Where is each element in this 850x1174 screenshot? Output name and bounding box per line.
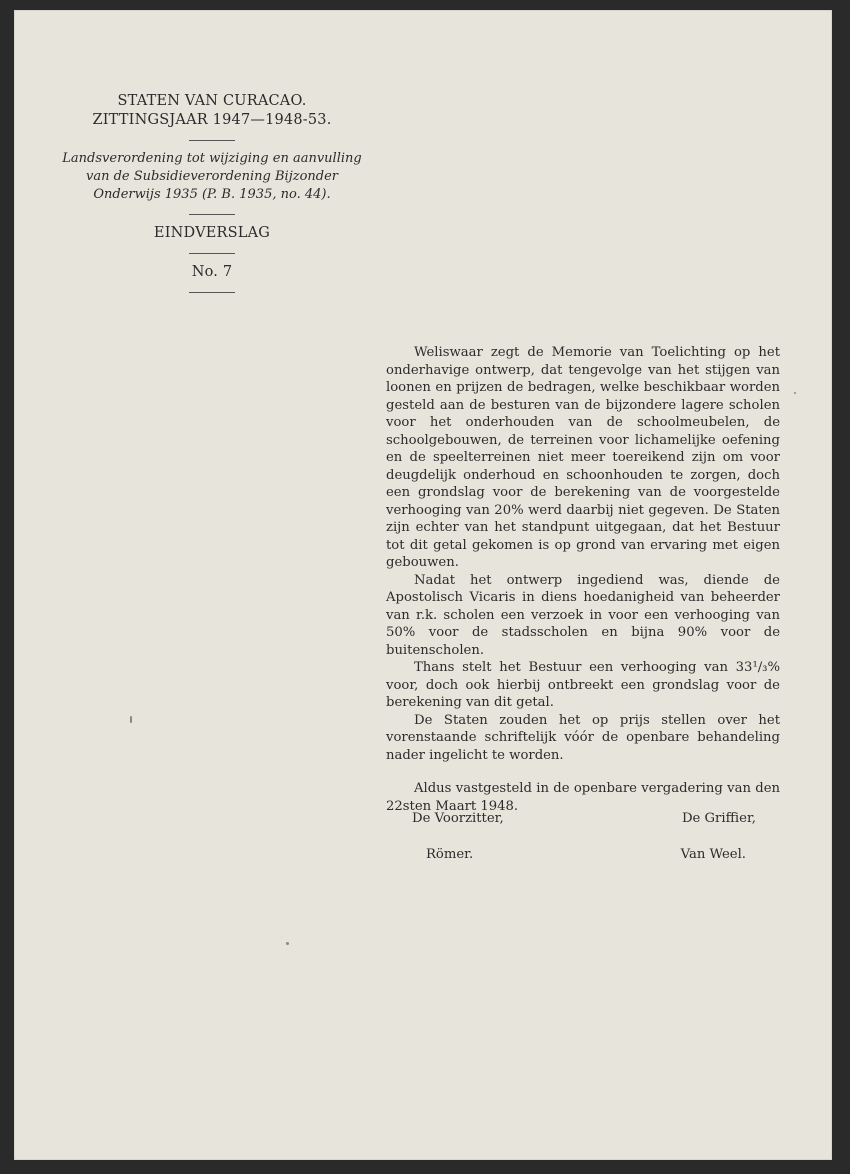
- paragraph: Weliswaar zegt de Memorie van Toelichting op het onderhavige ontwerp, dat tengevolge van het stijgen van loonen en prijzen de bedragen, welke beschikbaar worden gesteld aan de besturen van de bijzondere lagere scholen voor het onderhouden van de schoolmeubelen, de schoolgebouwen, de terreinen voor lichamelijke oefening en de speelterreinen niet meer toereikend zijn om voor deugdelijk onderhoud en schoonhouden te zorgen, doch een grondslag voor de berekening van de voorgestelde verhooging van 20% werd daarbij niet gegeven. De Staten zijn echter van het standpunt uitgegaan, dat het Bestuur tot dit getal gekomen is op grond van ervaring met eigen gebouwen.: [386, 345, 780, 570]
- paragraph: De Staten zouden het op prijs stellen over het vorenstaande schriftelijk vóór de openbare behandeling nader ingelicht te worden.: [386, 712, 780, 763]
- spacer: [386, 764, 780, 780]
- document-header: [56, 92, 368, 302]
- signature-titles: [386, 810, 780, 828]
- closing-paragraph: Aldus vastgesteld in de openbare vergadering van den 22sten Maart 1948.: [386, 781, 780, 814]
- clerk-name: Van Weel.: [680, 846, 746, 862]
- paper-speck: [286, 942, 289, 945]
- document-number: No. 7: [191, 264, 233, 280]
- divider: [189, 253, 235, 254]
- chair-title: De Voorzitter,: [412, 811, 504, 826]
- signature-block: [386, 810, 780, 863]
- divider: [189, 292, 235, 293]
- divider: [189, 214, 235, 215]
- parliament-name: STATEN VAN CURACAO.: [117, 93, 307, 109]
- report-body: [386, 344, 780, 815]
- divider: [189, 140, 235, 141]
- document-page: [14, 10, 832, 1160]
- paper-speck: [794, 392, 796, 394]
- chair-name: Römer.: [426, 846, 474, 862]
- signature-names: [386, 846, 780, 864]
- document-type: EINDVERSLAG: [153, 225, 271, 241]
- paragraph: Nadat het ontwerp ingediend was, diende de Apostolisch Vicaris in diens hoedanigheid van beheerder van r.k. scholen een verzoek in voor een verhooging van 50% voor de stadsscholen en bijna 90% voor de buitenscholen.: [386, 572, 780, 658]
- bill-subject: Landsverordening tot wijziging en aanvulling van de Subsidieverordening Bijzonder Onderwijs 1935 (P. B. 1935, no. 44).: [62, 151, 362, 202]
- clerk-title: De Griffier,: [681, 811, 756, 826]
- paragraph: Thans stelt het Bestuur een verhooging van 33¹/₃% voor, doch ook hierbij ontbreekt een grondslag voor de berekening van dit getal.: [386, 660, 780, 710]
- paper-speck: [130, 716, 132, 723]
- session-year: ZITTINGSJAAR 1947—1948-53.: [92, 112, 332, 128]
